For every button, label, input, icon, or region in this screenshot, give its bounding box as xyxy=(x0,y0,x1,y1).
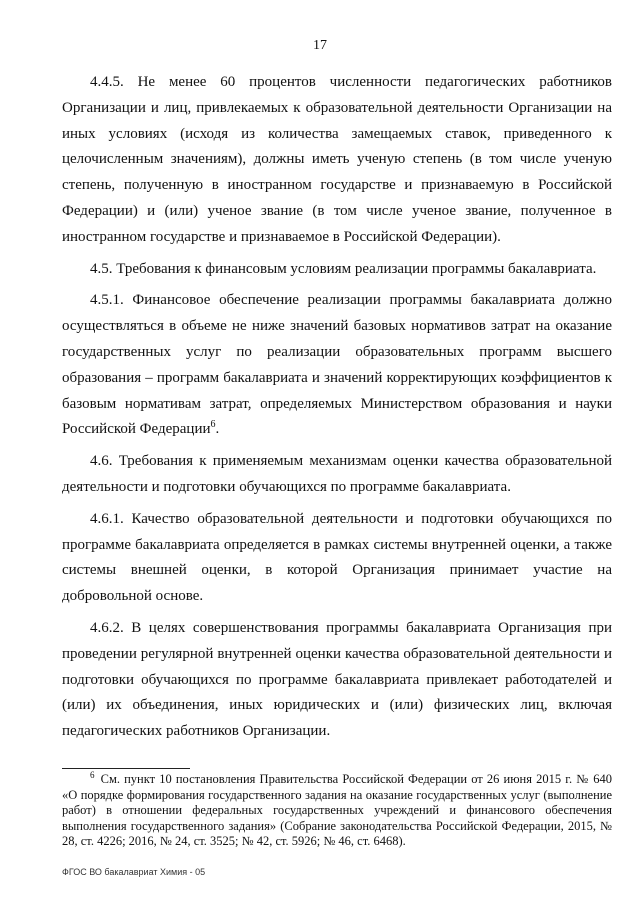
footnote-reference: 6 xyxy=(210,419,216,431)
footnote-mark: 6 xyxy=(90,769,95,780)
paragraph-4-5: 4.5. Требования к финансовым условиям реализации программы бакалавриата. xyxy=(90,260,597,277)
paragraph-4-6: 4.6. Требования к применяемым механизмам оценки качества образовательной деятельности и подготовки обучающихся по программе бакалавриата. xyxy=(62,453,612,495)
paragraph-4-6-1: 4.6.1. Качество образовательной деятельности и подготовки обучающихся по программе бакалавриата определяется в рамках системы внутренней оценки, а также системы внешней оценки, в которой Организация принимает участие на добровольной основе. xyxy=(62,510,612,605)
footnote-separator xyxy=(62,768,190,769)
page-number: 17 xyxy=(313,38,327,53)
footnote-text: См. пункт 10 постановления Правительства Российской Федерации от 26 июня 2015 г. № 640 «О порядке формирования государственного задания на оказание государственных услуг (выполнение работ) в отношении федеральных государственных учреждений и финансового обеспечения выполнения государственного задания» (Собрание законодательства Российской Федерации, 2015, № 28, ст. 4226; 2016, № 24, ст. 3525; № 42, ст. 5926; № 46, ст. 6468). xyxy=(62,772,612,849)
document-body xyxy=(62,70,612,751)
paragraph-4-5-1 xyxy=(62,288,612,443)
paragraph-4-5-1-text: 4.5.1. Финансовое обеспечение реализации программы бакалавриата должно осуществляться в объеме не ниже значений базовых нормативов затрат на оказание государственных услуг по реализации образовательных программ высшего образования – программ бакалавриата и значений корректирующих коэффициентов к базовым нормативам затрат, определяемых Министерством образования и науки Российской Федерации xyxy=(62,292,612,438)
footer-document-code: ФГОС ВО бакалавриат Химия - 05 xyxy=(62,867,206,877)
paragraph-4-5-1-end: . xyxy=(215,421,220,438)
paragraph-4-4-5: 4.4.5. Не менее 60 процентов численности педагогических работников Организации и лиц, привлекаемых к образовательной деятельности Организации на иных условиях (исходя из количества замещаемых ставок, приведенного к целочисленным значениям), должны иметь ученую степень (в том числе ученую степень, полученную в иностранном государстве и признаваемую в Российской Федерации) и (или) ученое звание (в том числе ученое звание, полученное в иностранном государстве и признаваемое в Российской Федерации). xyxy=(62,74,612,245)
paragraph-4-6-2: 4.6.2. В целях совершенствования программы бакалавриата Организация при проведении регулярной внутренней оценки качества образовательной деятельности и подготовки обучающихся по программе бакалавриата привлекает работодателей и (или) их объединения, иных юридических и (или) физических лиц, включая педагогических работников Организации. xyxy=(62,619,612,740)
footnote xyxy=(62,769,612,850)
